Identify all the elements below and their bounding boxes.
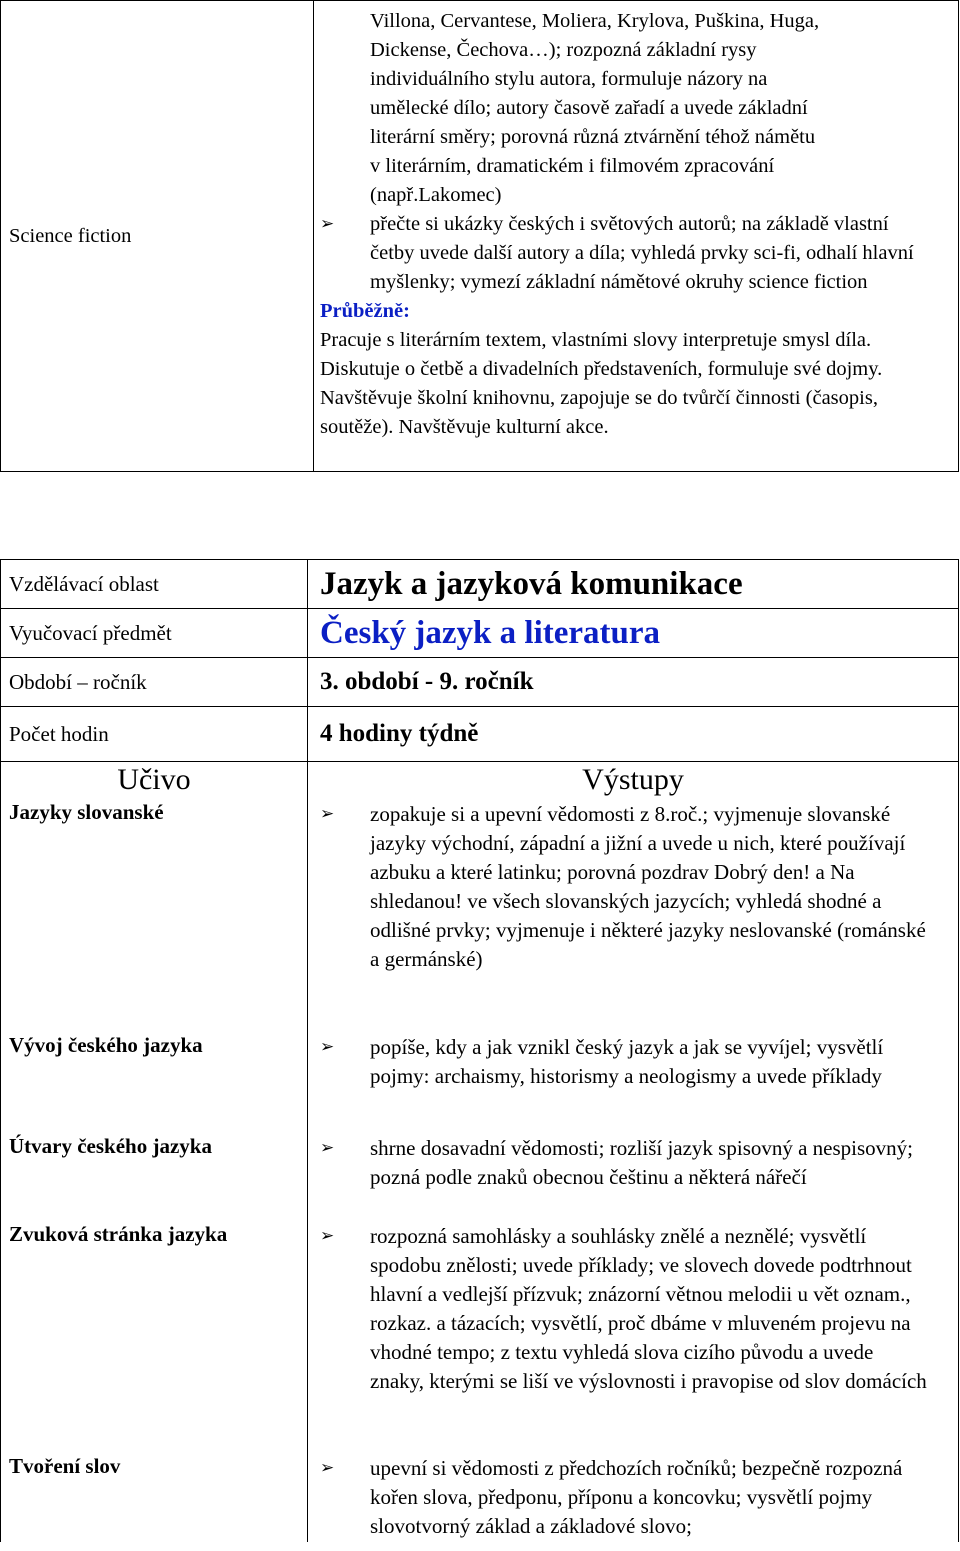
arrow-bullet-icon: ➢	[320, 1226, 335, 1246]
bullet-text: rozpozná samohlásky a souhlásky znělé a neznělé; vysvětlí spodobu znělosti; uvede příklady; ve slovech dovede podtrhnout hlavní a vedlejší přízvuk; znázorní větnou melodii u vět oznam., rozkaz. a tázacích; vysvětlí, proč dbáme v mluveném projevu na vhodné tempo; z textu vyhledá slova cizího původu a uvede znaky, kterými se liší ve výslovnosti i pravopise od slov domácích	[370, 1224, 927, 1393]
subject-label-cell	[1, 609, 308, 658]
continued-line: umělecké dílo; autory časově zařadí a uvede základní	[370, 97, 808, 119]
area-value-cell	[308, 560, 959, 609]
topic-cell	[1, 798, 308, 1031]
arrow-bullet-icon: ➢	[320, 1458, 335, 1478]
period-value-cell	[308, 658, 959, 707]
bullet-list	[320, 1454, 958, 1541]
hours-value-cell	[308, 707, 959, 762]
ongoing-label: Průběžně:	[320, 300, 410, 322]
area-value: Jazyk a jazyková komunikace	[320, 566, 743, 602]
science-fiction-row	[1, 1, 959, 472]
output-cell	[308, 1220, 959, 1452]
period-label: Období – ročník	[9, 669, 147, 694]
continued-line: literární směry; porovná různá ztvárnění téhož námětu	[370, 126, 816, 148]
content-row	[1, 1220, 959, 1452]
topic-label: Tvoření slov	[9, 1454, 121, 1478]
topic-cell	[1, 1, 314, 472]
content-row	[1, 1031, 959, 1132]
bullet-item	[320, 800, 958, 974]
bullet-text: přečte si ukázky českých i světových autorů; na základě vlastní četby uvede další autory a díla; vyhledá prvky sci-fi, odhalí hlavní myšlenky; vymezí základní námětové okruhy science fiction	[370, 213, 914, 293]
period-value: 3. období - 9. ročník	[320, 668, 534, 695]
topic-cell	[1, 1031, 308, 1132]
content-row	[1, 1452, 959, 1542]
bullet-item	[320, 1454, 958, 1541]
output-cell	[308, 1452, 959, 1542]
continued-line: individuálního stylu autora, formuluje názory na	[370, 68, 768, 90]
outputs-header: Výstupy	[582, 763, 684, 796]
top-table	[0, 0, 959, 472]
bullet-list	[320, 1222, 958, 1396]
bullet-text: shrne dosavadní vědomosti; rozliší jazyk spisovný a nespisovný; pozná podle znaků obecnou češtinu a některá nářečí	[370, 1136, 914, 1189]
bullet-list	[320, 210, 958, 297]
arrow-bullet-icon: ➢	[320, 1138, 335, 1158]
continued-line: Dickense, Čechova…); rozpozná základní rysy	[370, 39, 757, 61]
bullet-item	[320, 210, 958, 297]
bullet-item	[320, 1222, 958, 1396]
bullet-text: popíše, kdy a jak vznikl český jazyk a jak se vyvíjel; vysvětlí pojmy: archaismy, historismy a neologismy a uvede příklady	[370, 1035, 884, 1088]
topic-label: Jazyky slovanské	[9, 800, 164, 824]
content-row	[1, 798, 959, 1031]
bullet-text: upevní si vědomosti z předchozích ročníků; bezpečně rozpozná kořen slova, předponu, příponu a koncovku; vysvětlí pojmy slovotvorný základ a základové slovo;	[370, 1456, 903, 1538]
ongoing-text: Pracuje s literárním textem, vlastními slovy interpretuje smysl díla. Diskutuje o četbě a divadelních představeních, formuluje své dojmy. Navštěvuje školní knihovnu, zapojuje se do tvůrčí činnosti (časopis, soutěže). Navštěvuje kulturní akce.	[320, 329, 883, 438]
outputs-header-cell	[308, 762, 959, 799]
hours-label: Počet hodin	[9, 721, 109, 746]
continued-line: v literárním, dramatickém i filmovém zpracování	[370, 155, 775, 177]
output-cell	[308, 1132, 959, 1220]
bullet-item	[320, 1033, 958, 1091]
curriculum-header-cell	[1, 762, 308, 799]
content-row	[1, 1132, 959, 1220]
period-row	[1, 658, 959, 707]
arrow-bullet-icon: ➢	[320, 804, 335, 824]
bullet-list	[320, 1134, 958, 1192]
continued-line: Villona, Cervantese, Moliera, Krylova, Puškina, Huga,	[370, 10, 820, 32]
area-label-cell	[1, 560, 308, 609]
bullet-list	[320, 1033, 958, 1091]
continued-text	[320, 7, 958, 210]
subject-value-cell	[308, 609, 959, 658]
output-cell	[308, 798, 959, 1031]
outputs-cell	[314, 1, 959, 472]
topic-label: Zvuková stránka jazyka	[9, 1222, 228, 1246]
subject-label: Vyučovací předmět	[9, 620, 172, 645]
output-cell	[308, 1031, 959, 1132]
curriculum-header: Učivo	[117, 763, 191, 796]
hours-row	[1, 707, 959, 762]
area-row	[1, 560, 959, 609]
continued-line: (např.Lakomec)	[370, 184, 502, 206]
topic-cell	[1, 1220, 308, 1452]
topic-cell	[1, 1452, 308, 1542]
arrow-bullet-icon: ➢	[320, 1037, 335, 1057]
period-label-cell	[1, 658, 308, 707]
hours-value: 4 hodiny týdně	[320, 720, 479, 747]
subject-row	[1, 609, 959, 658]
bullet-item	[320, 1134, 958, 1192]
topic-cell	[1, 1132, 308, 1220]
topic-label: Science fiction	[9, 224, 132, 247]
hours-label-cell	[1, 707, 308, 762]
column-header-row	[1, 762, 959, 799]
area-label: Vzdělávací oblast	[9, 571, 159, 596]
bullet-text: zopakuje si a upevní vědomosti z 8.roč.; vyjmenuje slovanské jazyky východní, západní a jižní a uvede u nich, které používají azbuku a které latinku; porovná pozdrav Dobrý den! a Na shledanou! ve všech slovanských jazycích; vyhledá shodné a odlišné prvky; vyjmenuje i některé jazyky neslovanské (románské a germánské)	[370, 802, 926, 971]
subject-table	[0, 559, 959, 1542]
subject-value: Český jazyk a literatura	[320, 615, 661, 651]
bullet-list	[320, 800, 958, 974]
topic-label: Útvary českého jazyka	[9, 1134, 212, 1158]
arrow-bullet-icon: ➢	[320, 214, 335, 234]
topic-label: Vývoj českého jazyka	[9, 1033, 203, 1057]
